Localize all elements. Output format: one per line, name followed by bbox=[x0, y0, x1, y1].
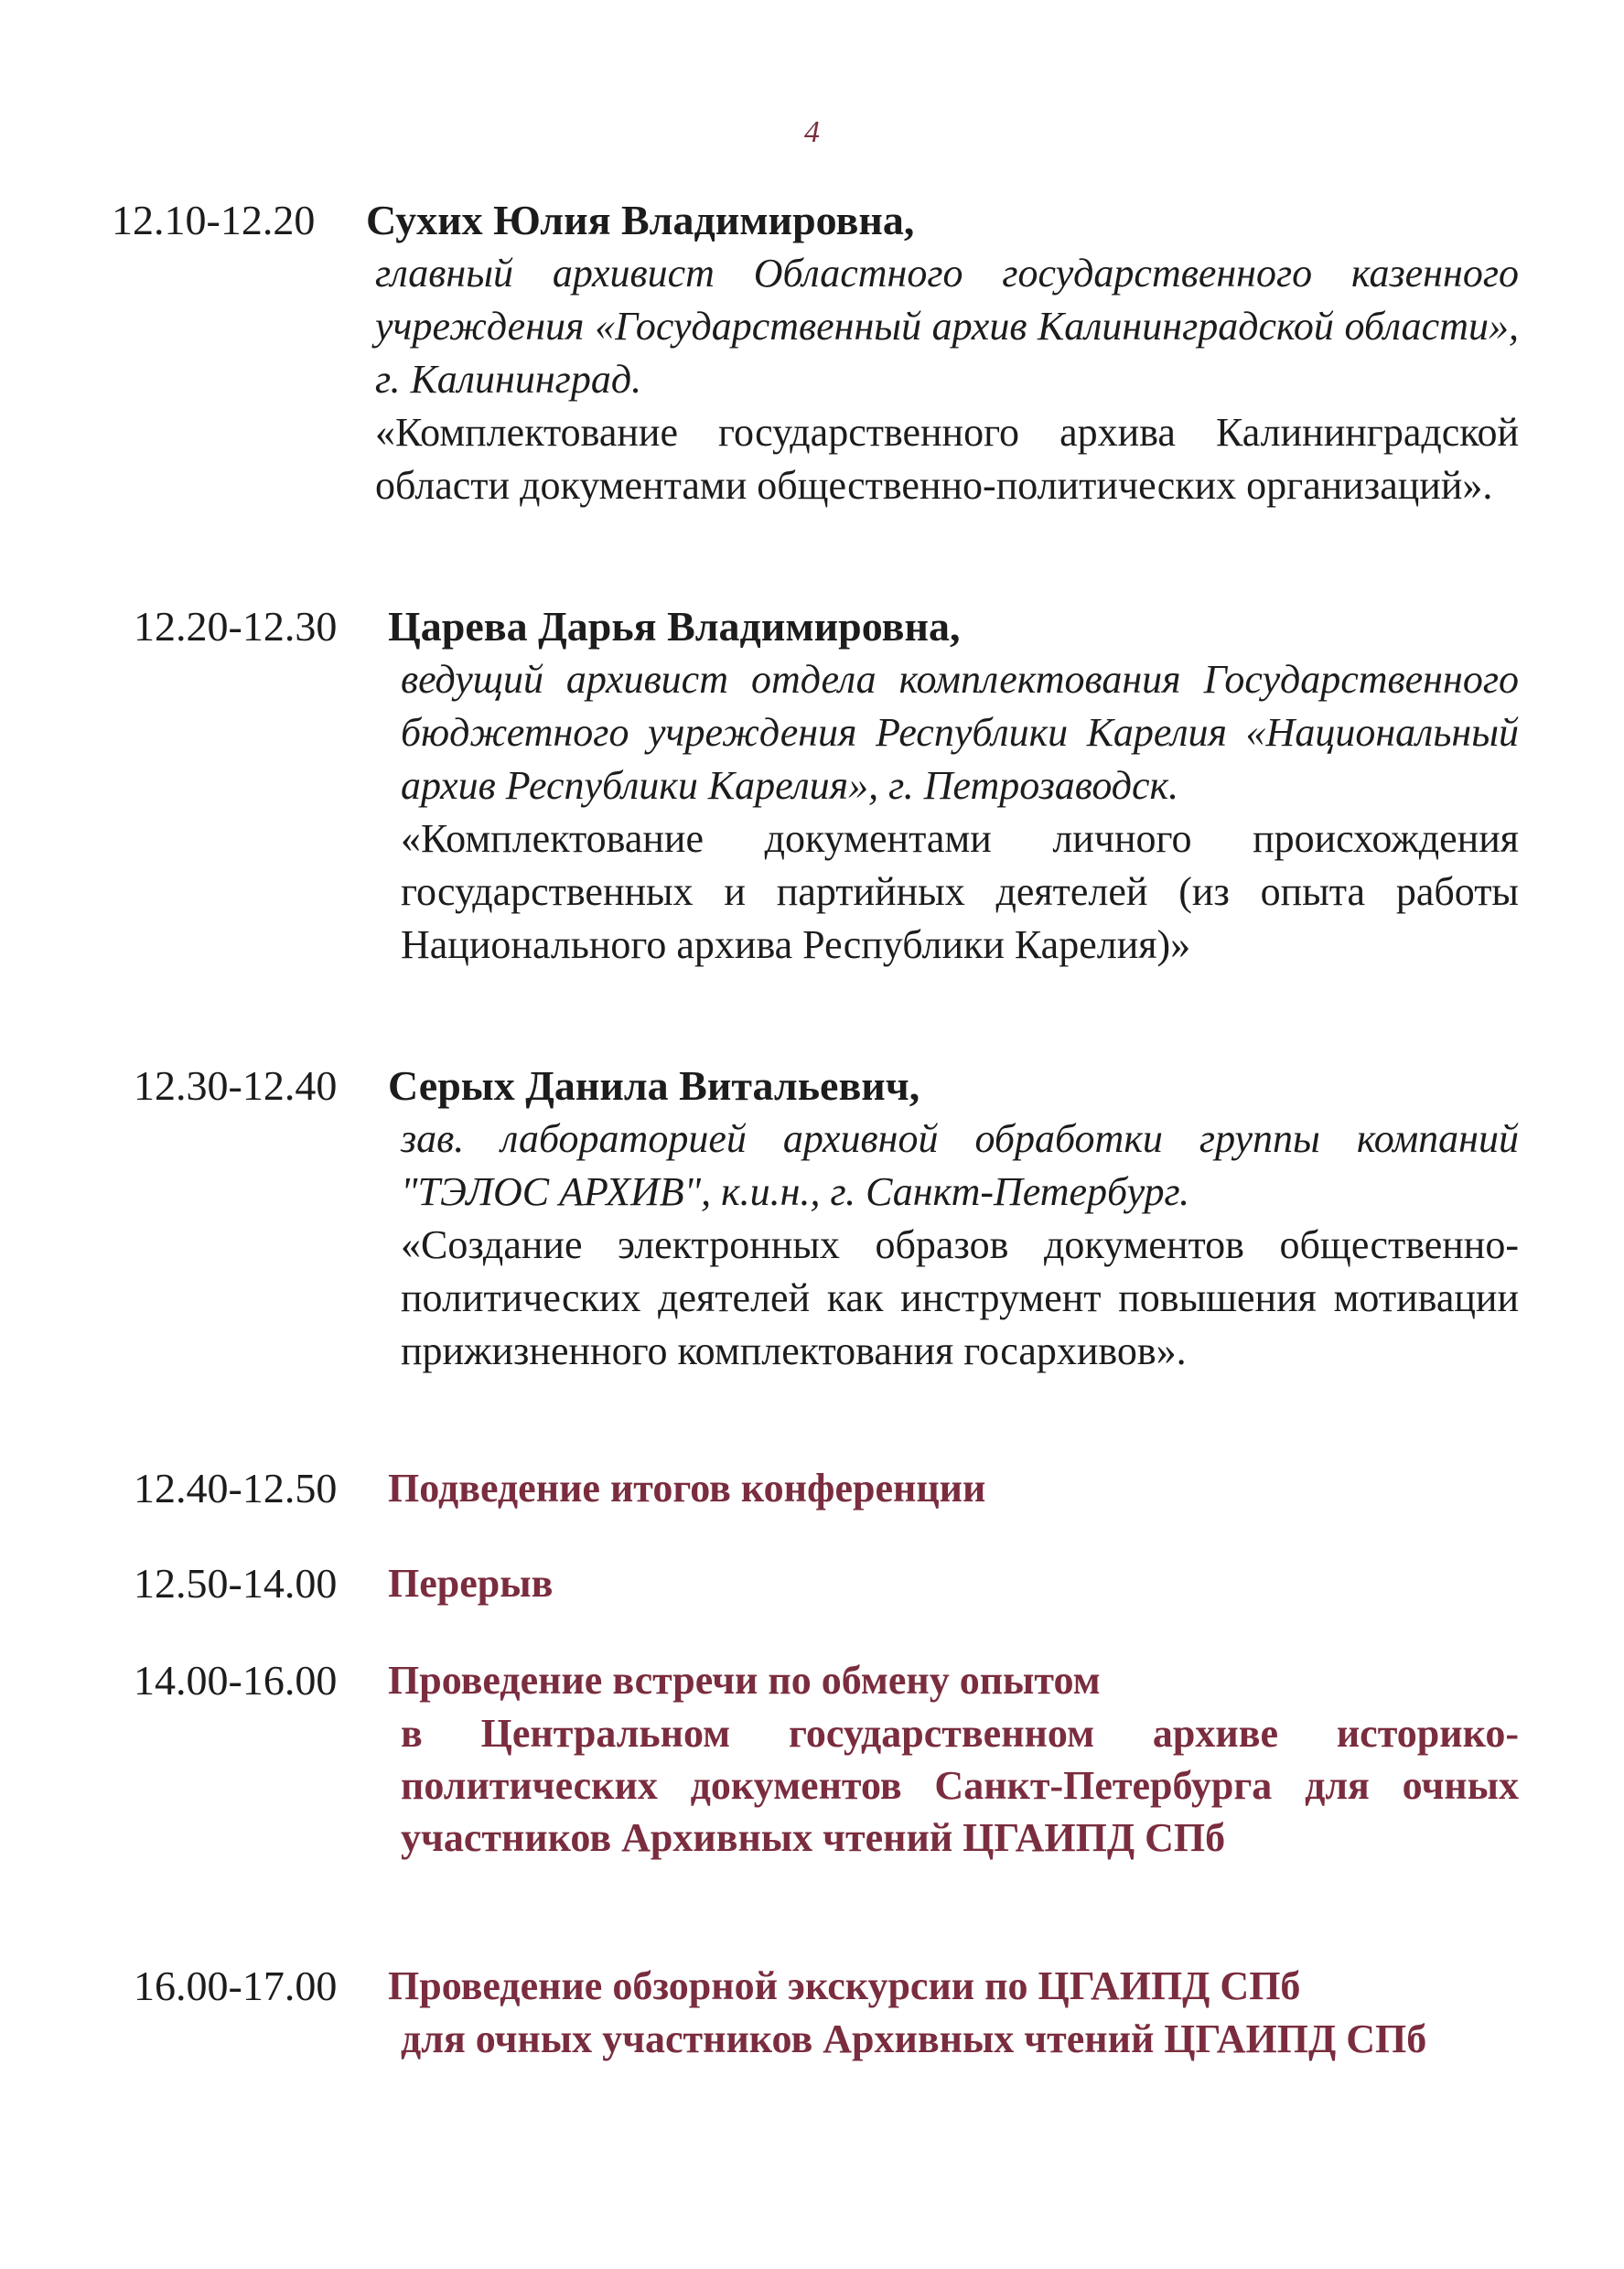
event-time: 16.00-17.00 bbox=[134, 1963, 338, 2009]
event-description: в Центральном государственном архиве историко-политических документов Санкт-Петербурга для очных участников Архивных чтений ЦГАИПД СПб bbox=[401, 1711, 1519, 1860]
talk-time: 12.10-12.20 bbox=[112, 197, 316, 243]
talk-title: «Комплектование государственного архива Калининградской области документами общественно-политических организаций». bbox=[375, 410, 1519, 508]
event-title: Подведение итогов конференции bbox=[388, 1466, 986, 1511]
talk-title: «Комплектование документами личного происхождения государственных и партийных деятелей (из опыта работы Национального архива Республики Карелия)» bbox=[401, 816, 1519, 967]
speaker-position: ведущий архивист отдела комплектования Государственного бюджетного учреждения Республики Карелия «Национальный архив Республики Карелия», г. Петрозаводск. bbox=[401, 657, 1519, 808]
event-description: для очных участников Архивных чтений ЦГАИПД СПб bbox=[401, 2016, 1427, 2061]
talk-title: «Создание электронных образов документов общественно-политических деятелей как инструмент повышения мотивации прижизненного комплектования госархивов». bbox=[401, 1222, 1519, 1373]
event-time: 12.40-12.50 bbox=[134, 1465, 338, 1511]
speaker-name: Царева Дарья Владимировна, bbox=[388, 603, 961, 650]
talk-details bbox=[401, 653, 1519, 972]
event-details bbox=[401, 1707, 1519, 1864]
event-title: Проведение встречи по обмену опытом bbox=[388, 1658, 1101, 1703]
event-time: 12.50-14.00 bbox=[134, 1560, 338, 1607]
event-title: Перерыв bbox=[388, 1561, 554, 1606]
page-number: 4 bbox=[804, 115, 820, 149]
talk-details bbox=[375, 247, 1519, 512]
speaker-position: главный архивист Областного государственного казенного учреждения «Государственный архив Калининградской области», г. Калининград. bbox=[375, 251, 1519, 402]
talk-time: 12.30-12.40 bbox=[134, 1062, 338, 1109]
event-details bbox=[401, 2013, 1519, 2065]
speaker-name: Сухих Юлия Владимировна, bbox=[366, 197, 915, 243]
event-title: Проведение обзорной экскурсии по ЦГАИПД СПб bbox=[388, 1963, 1301, 2008]
talk-time: 12.20-12.30 bbox=[134, 603, 338, 650]
speaker-name: Серых Данила Витальевич, bbox=[388, 1062, 920, 1109]
event-time: 14.00-16.00 bbox=[134, 1657, 338, 1704]
talk-details bbox=[401, 1113, 1519, 1378]
speaker-position: зав. лабораторией архивной обработки группы компаний "ТЭЛОС АРХИВ", к.и.н., г. Санкт-Петербург. bbox=[401, 1116, 1519, 1214]
